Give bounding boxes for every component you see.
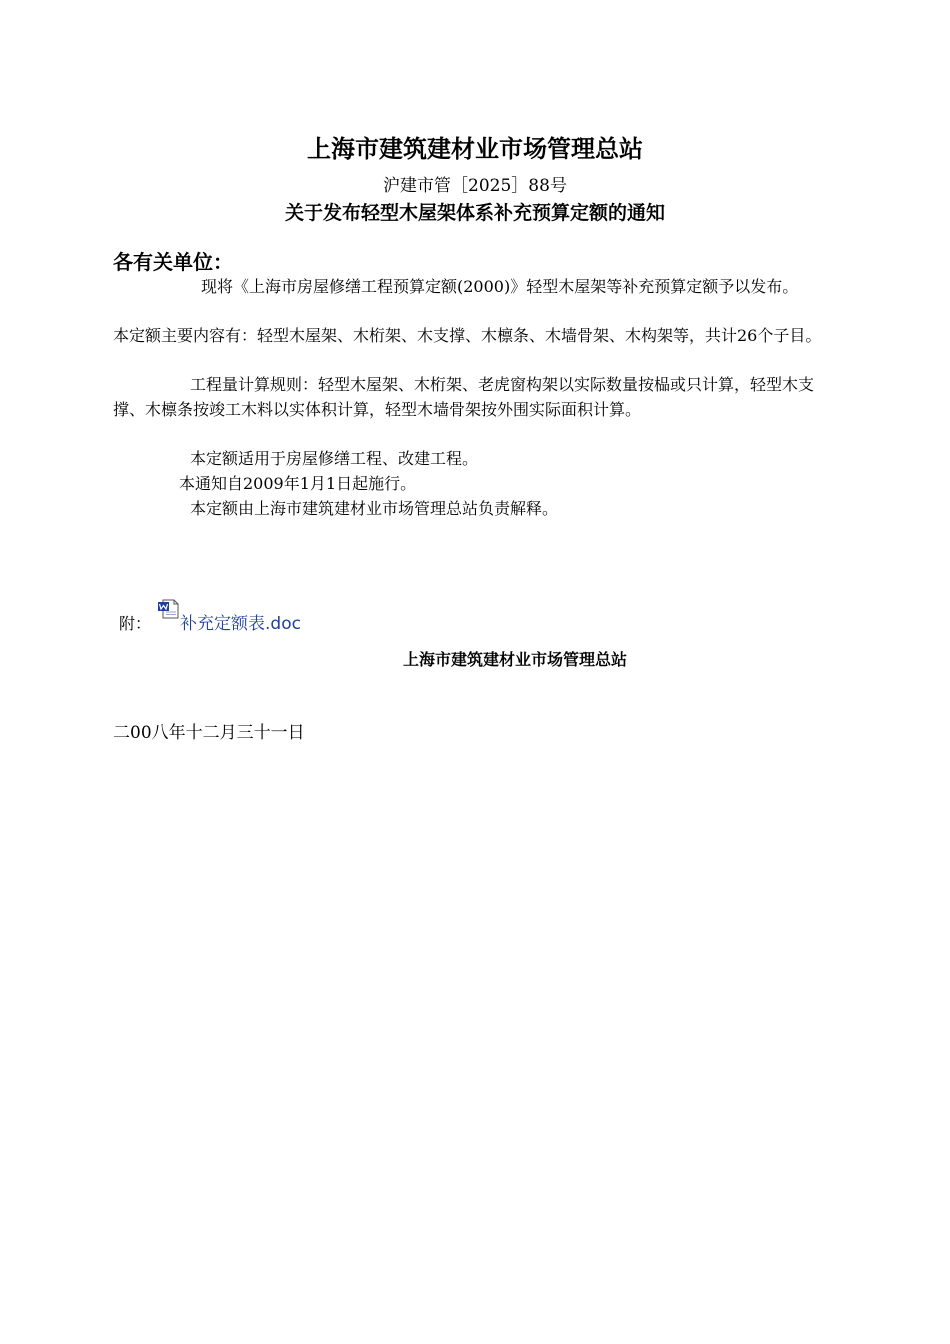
paragraph-effective-date: 本通知自2009年1月1日起施行。 xyxy=(179,474,417,493)
attachment-label: 附： xyxy=(119,614,152,633)
document-number: 沪建市管［2025］88号 xyxy=(383,176,567,196)
organization-title: 上海市建筑建材业市场管理总站 xyxy=(307,135,643,163)
paragraph-publication: 现将《上海市房屋修缮工程预算定额(2000)》轻型木屋架等补充预算定额予以发布。 xyxy=(201,277,799,296)
paragraph-interpretation: 本定额由上海市建筑建材业市场管理总站负责解释。 xyxy=(190,499,559,518)
signature-organization: 上海市建筑建材业市场管理总站 xyxy=(403,650,628,669)
paragraph-contents: 本定额主要内容有：轻型木屋架、木桁架、木支撑、木檩条、木墙骨架、木构架等，共计26个子目。 xyxy=(113,326,822,345)
word-document-icon[interactable] xyxy=(157,599,179,619)
notice-title: 关于发布轻型木屋架体系补充预算定额的通知 xyxy=(284,202,665,224)
salutation: 各有关单位： xyxy=(113,250,233,274)
paragraph-calculation-rules: 工程量计算规则：轻型木屋架、木桁架、老虎窗构架以实际数量按榀或只计算，轻型木支撑、木檩条按竣工木料以实体积计算，轻型木墙骨架按外围实际面积计算。 xyxy=(113,375,815,419)
paragraph-scope: 本定额适用于房屋修缮工程、改建工程。 xyxy=(190,449,479,468)
issue-date: 二00八年十二月三十一日 xyxy=(113,723,305,743)
attachment-file-link[interactable]: 补充定额表.doc xyxy=(180,614,301,634)
